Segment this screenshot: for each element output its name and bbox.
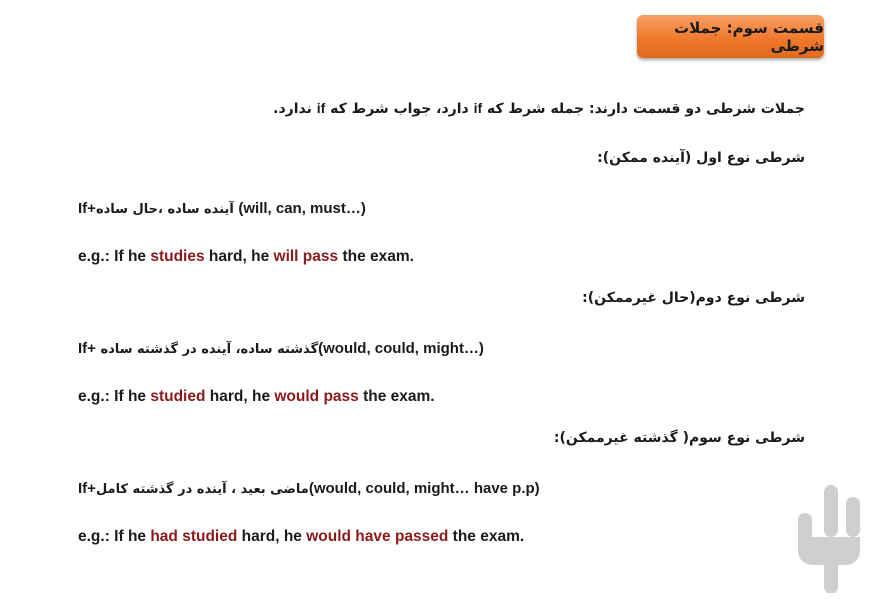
type1-formula-modals: (will, can, must…) — [238, 200, 366, 217]
type1-formula — [78, 200, 366, 217]
type3-formula-modals: (would, could, might… have p.p) — [308, 480, 540, 497]
type2-example-part1: e.g.: If he — [78, 388, 151, 405]
type1-example-part3: the exam. — [338, 248, 414, 265]
type1-formula-tenses: آینده ساده ،حال ساده — [95, 202, 239, 217]
section-title: قسمت سوم: جملات شرطی — [637, 15, 824, 58]
intro-part-3: ندارد. — [273, 101, 317, 117]
type3-example-part1: e.g.: If he — [78, 528, 151, 545]
intro-part-1: جملات شرطی دو قسمت دارند: جمله شرط که — [482, 101, 805, 117]
intro-part-2: دارد، جواب شرط که — [325, 101, 474, 117]
type1-formula-prefix: If+ — [78, 200, 96, 217]
type2-formula — [78, 340, 484, 357]
type3-example-part2: hard, he — [237, 528, 307, 545]
type2-formula-prefix: If+ — [78, 340, 96, 357]
intro-if-2: if — [316, 100, 326, 116]
type3-example-verb1: had studied — [150, 528, 238, 545]
type3-formula-prefix: If+ — [78, 480, 96, 497]
type3-example-verb2: would have passed — [306, 528, 449, 545]
type2-example-part2: hard, he — [205, 388, 275, 405]
type2-formula-tenses: گذشته ساده، آینده در گذشته ساده — [95, 342, 319, 357]
type2-heading: شرطی نوع دوم(حال غیرممکن): — [582, 290, 805, 306]
type3-example-part3: the exam. — [448, 528, 525, 545]
type1-example — [78, 248, 414, 266]
type3-formula — [78, 480, 540, 497]
type2-example-verb1: studied — [150, 388, 206, 405]
type3-example — [78, 528, 524, 546]
type2-example-part3: the exam. — [358, 388, 435, 405]
intro-if-1: if — [473, 100, 483, 116]
type2-example — [78, 388, 435, 406]
type1-heading: شرطی نوع اول (آینده ممکن): — [597, 150, 805, 166]
type3-formula-tenses: ماضی بعید ، آینده در گذشته کامل — [95, 482, 309, 497]
type1-example-part1: e.g.: If he — [78, 248, 151, 265]
type2-example-verb2: would pass — [274, 388, 359, 405]
intro-text — [273, 100, 805, 117]
type2-formula-modals: (would, could, might…) — [318, 340, 484, 357]
watermark-logo-icon — [794, 483, 864, 593]
type1-example-part2: hard, he — [204, 248, 274, 265]
type1-example-verb1: studies — [150, 248, 205, 265]
type3-heading: شرطی نوع سوم( گذشته غیرممکن): — [553, 430, 805, 446]
type1-example-verb2: will pass — [273, 248, 339, 265]
